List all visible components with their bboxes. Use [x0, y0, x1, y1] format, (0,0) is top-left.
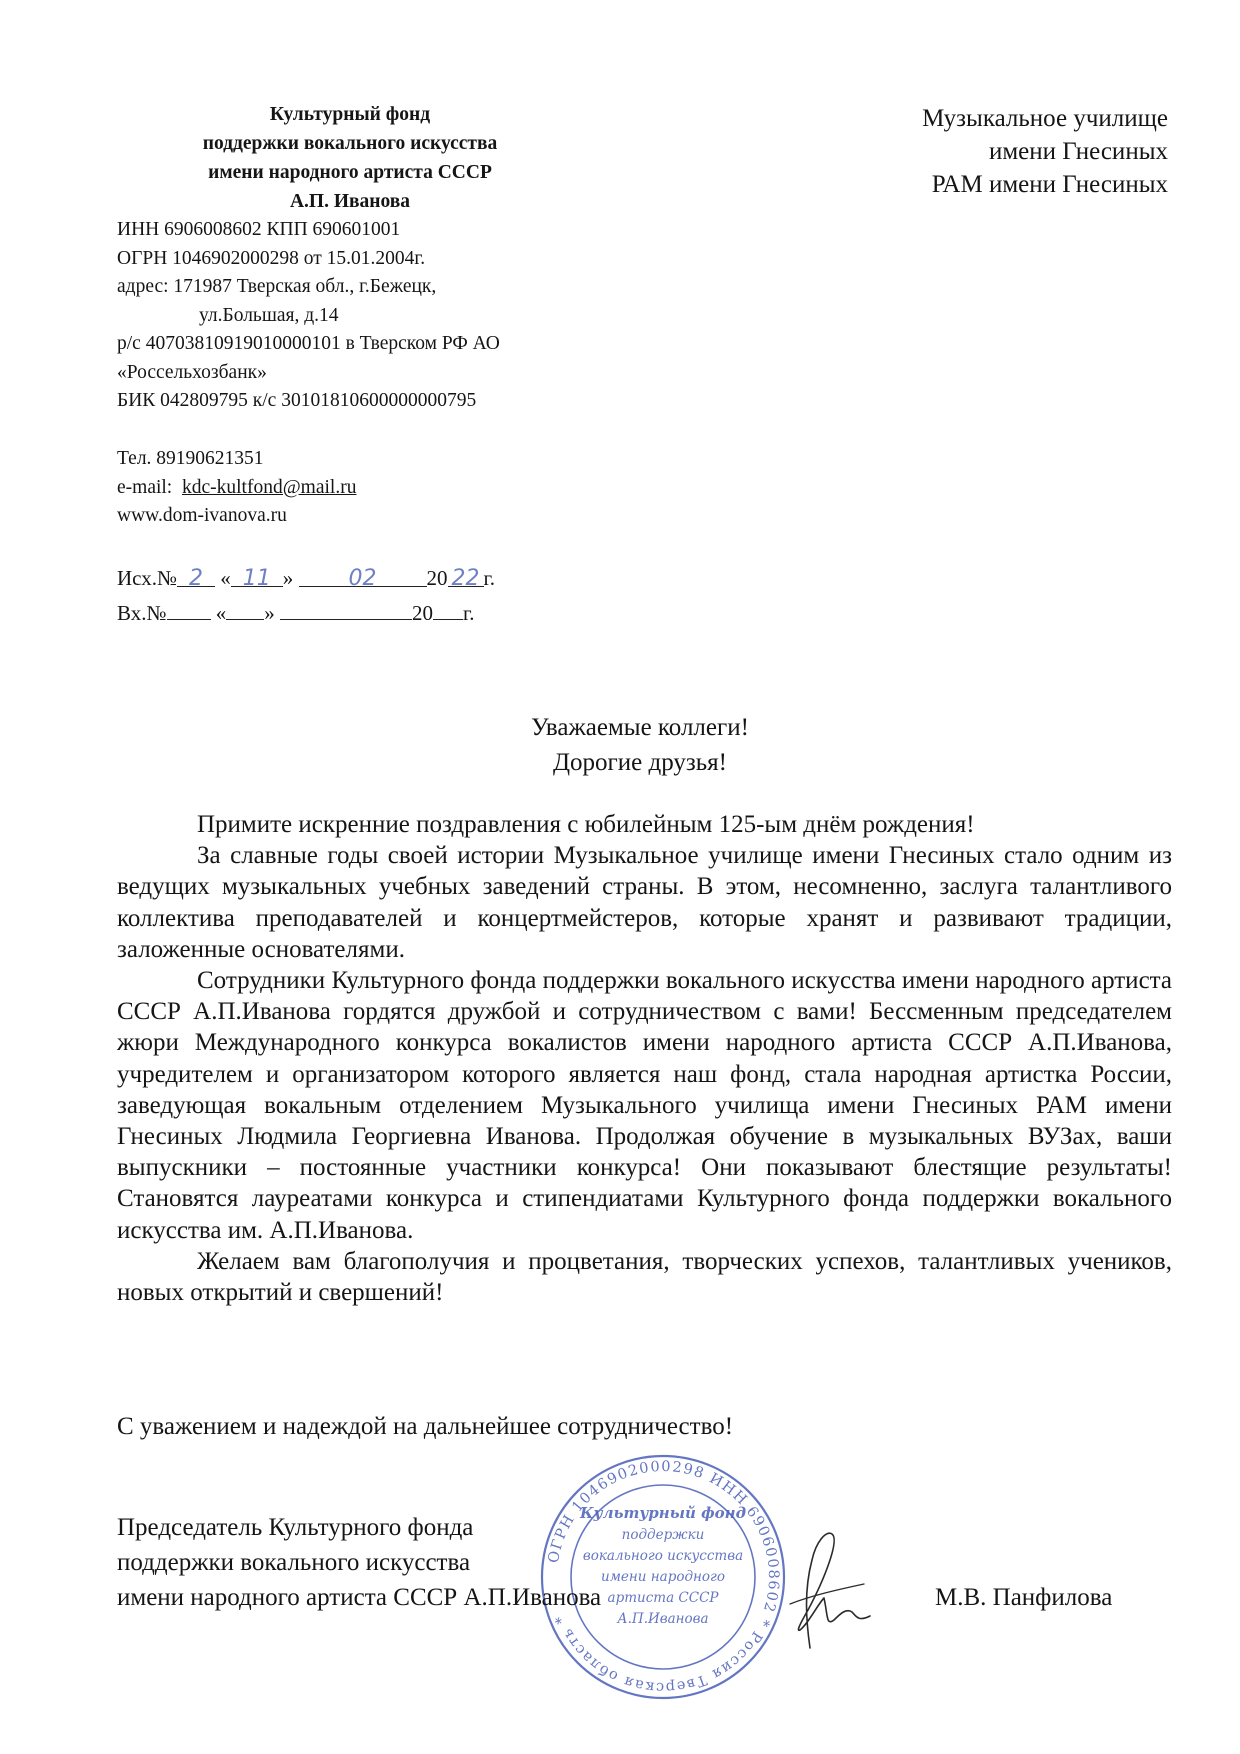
outgoing-day: 11 — [242, 566, 271, 591]
stamp-inner-line: Культурный фонд — [579, 1504, 747, 1522]
phone: Тел. 89190621351 — [117, 448, 264, 469]
bank-account: р/с 40703810919010000101 в Тверском РФ АО — [117, 333, 500, 354]
sender-organization — [110, 100, 590, 216]
inn-kpp: ИНН 6906008602 КПП 690601001 — [117, 219, 401, 240]
greeting-line: Уважаемые коллеги! — [531, 714, 749, 741]
bik: БИК 042809795 к/с 30101810600000000795 — [117, 390, 477, 411]
outgoing-month-blank — [299, 562, 427, 591]
close-quote: » — [264, 601, 275, 625]
outgoing-day-blank — [231, 562, 283, 591]
recipient-line: РАМ имени Гнесиных — [931, 171, 1168, 198]
stamp-inner-line: артиста СССР — [607, 1590, 719, 1606]
address-line: адрес: 171987 Тверская обл., г.Бежецк, — [117, 276, 437, 297]
incoming-month-blank — [280, 595, 412, 620]
signatory-title-line: поддержки вокального искусства — [117, 1549, 471, 1576]
year-prefix: 20 — [426, 566, 448, 590]
greeting — [0, 710, 1240, 780]
recipient — [748, 102, 1168, 201]
stamp-inner-line: А.П.Иванова — [617, 1611, 709, 1627]
year-prefix: 20 — [412, 601, 434, 625]
outgoing-number: 2 — [189, 566, 203, 591]
body-paragraph: Примите искренние поздравления с юбилейным 125-ым днём рождения! — [197, 811, 975, 838]
handwritten-signature — [760, 1520, 890, 1655]
sender-requisites — [117, 216, 500, 416]
recipient-line: Музыкальное училище — [922, 105, 1168, 132]
sender-org-line: А.П. Иванова — [289, 191, 411, 212]
close-quote: » — [282, 566, 294, 590]
stamp-ring-text: ОГРН 1046902000298 ИНН 6906008602 * Россия Тверская область * — [545, 1458, 782, 1696]
year-suffix: г. — [483, 566, 495, 590]
greeting-line: Дорогие друзья! — [552, 749, 728, 776]
sender-contacts — [117, 445, 356, 531]
stamp-inner-line: имени народного — [601, 1569, 725, 1585]
outgoing-number-blank — [177, 562, 215, 591]
closing-line: С уважением и надеждой на дальнейшее сотрудничество! — [117, 1413, 734, 1440]
body-paragraph: Желаем вам благополучия и процветания, творческих успехов, талантливых учеников, новых открытий и свершений! — [117, 1247, 1172, 1307]
incoming-number-blank — [167, 595, 211, 620]
body-paragraph: За славные годы своей истории Музыкальное училище имени Гнесиных стало одним из ведущих музыкальных учебных заведений страны. В этом, несомненно, заслуга талантливого коллектива преподавателей и концертмейстеров, которые хранят и развивают традиции, заложенные основателями. — [117, 842, 1172, 963]
sender-org-line: поддержки вокального искусства — [202, 133, 498, 154]
website: www.dom-ivanova.ru — [117, 505, 287, 526]
outgoing-month: 02 — [348, 566, 377, 591]
signature-block — [117, 1510, 601, 1615]
open-quote: « — [215, 601, 227, 625]
ogrn: ОГРН 1046902000298 от 15.01.2004г. — [117, 247, 426, 269]
bank-name: «Россельхозбанк» — [117, 361, 267, 383]
stamp-inner-line: вокального искусства — [582, 1548, 744, 1564]
sender-org-line: Культурный фонд — [269, 104, 431, 125]
incoming-row — [117, 595, 495, 630]
incoming-day-blank — [226, 595, 264, 620]
email-label: e-mail: — [117, 476, 173, 498]
email-link[interactable]: kdc-kultfond@mail.ru — [181, 476, 357, 498]
outgoing-year: 22 — [451, 566, 480, 591]
email-row — [117, 474, 356, 503]
letter-body — [117, 809, 1172, 1308]
registration-block — [117, 562, 495, 630]
outgoing-year-blank — [448, 562, 484, 591]
body-paragraph: Сотрудники Культурного фонда поддержки вокального искусства имени народного артиста СССР А.П.Иванова гордятся дружбой и сотрудничеством с вами! Бессменным председателем жюри Международного конкурса вокалистов имени народного артиста СССР А.П.Иванова, учредителем и организатором которого является наш фонд, стала народная артистка России, заведующая вокальным отделением Музыкального училища имени Гнесиных РАМ имени Гнесиных Людмила Георгиевна Иванова. Продолжая обучение в музыкальных ВУЗах, ваши выпускники – постоянные участники конкурса! Они показывают блестящие результаты! Становятся лауреатами конкурса и стипендиатами Культурного фонда поддержки вокального искусства им. А.П.Иванова. — [117, 967, 1172, 1244]
signatory-name: М.В. Панфилова — [935, 1584, 1113, 1611]
incoming-year-blank — [433, 595, 463, 620]
outgoing-label: Исх.№ — [117, 566, 177, 590]
signatory-title-line: Председатель Культурного фонда — [117, 1514, 474, 1541]
sender-org-line: имени народного артиста СССР — [208, 162, 492, 183]
stamp-inner-line: поддержки — [621, 1527, 705, 1543]
year-suffix: г. — [463, 601, 475, 625]
incoming-label: Вх.№ — [117, 601, 167, 625]
recipient-line: имени Гнесиных — [988, 138, 1168, 165]
address-line: ул.Большая, д.14 — [199, 304, 339, 326]
outgoing-row — [117, 562, 495, 595]
open-quote: « — [220, 566, 231, 590]
signatory-title-line: имени народного артиста СССР А.П.Иванова — [117, 1584, 602, 1611]
